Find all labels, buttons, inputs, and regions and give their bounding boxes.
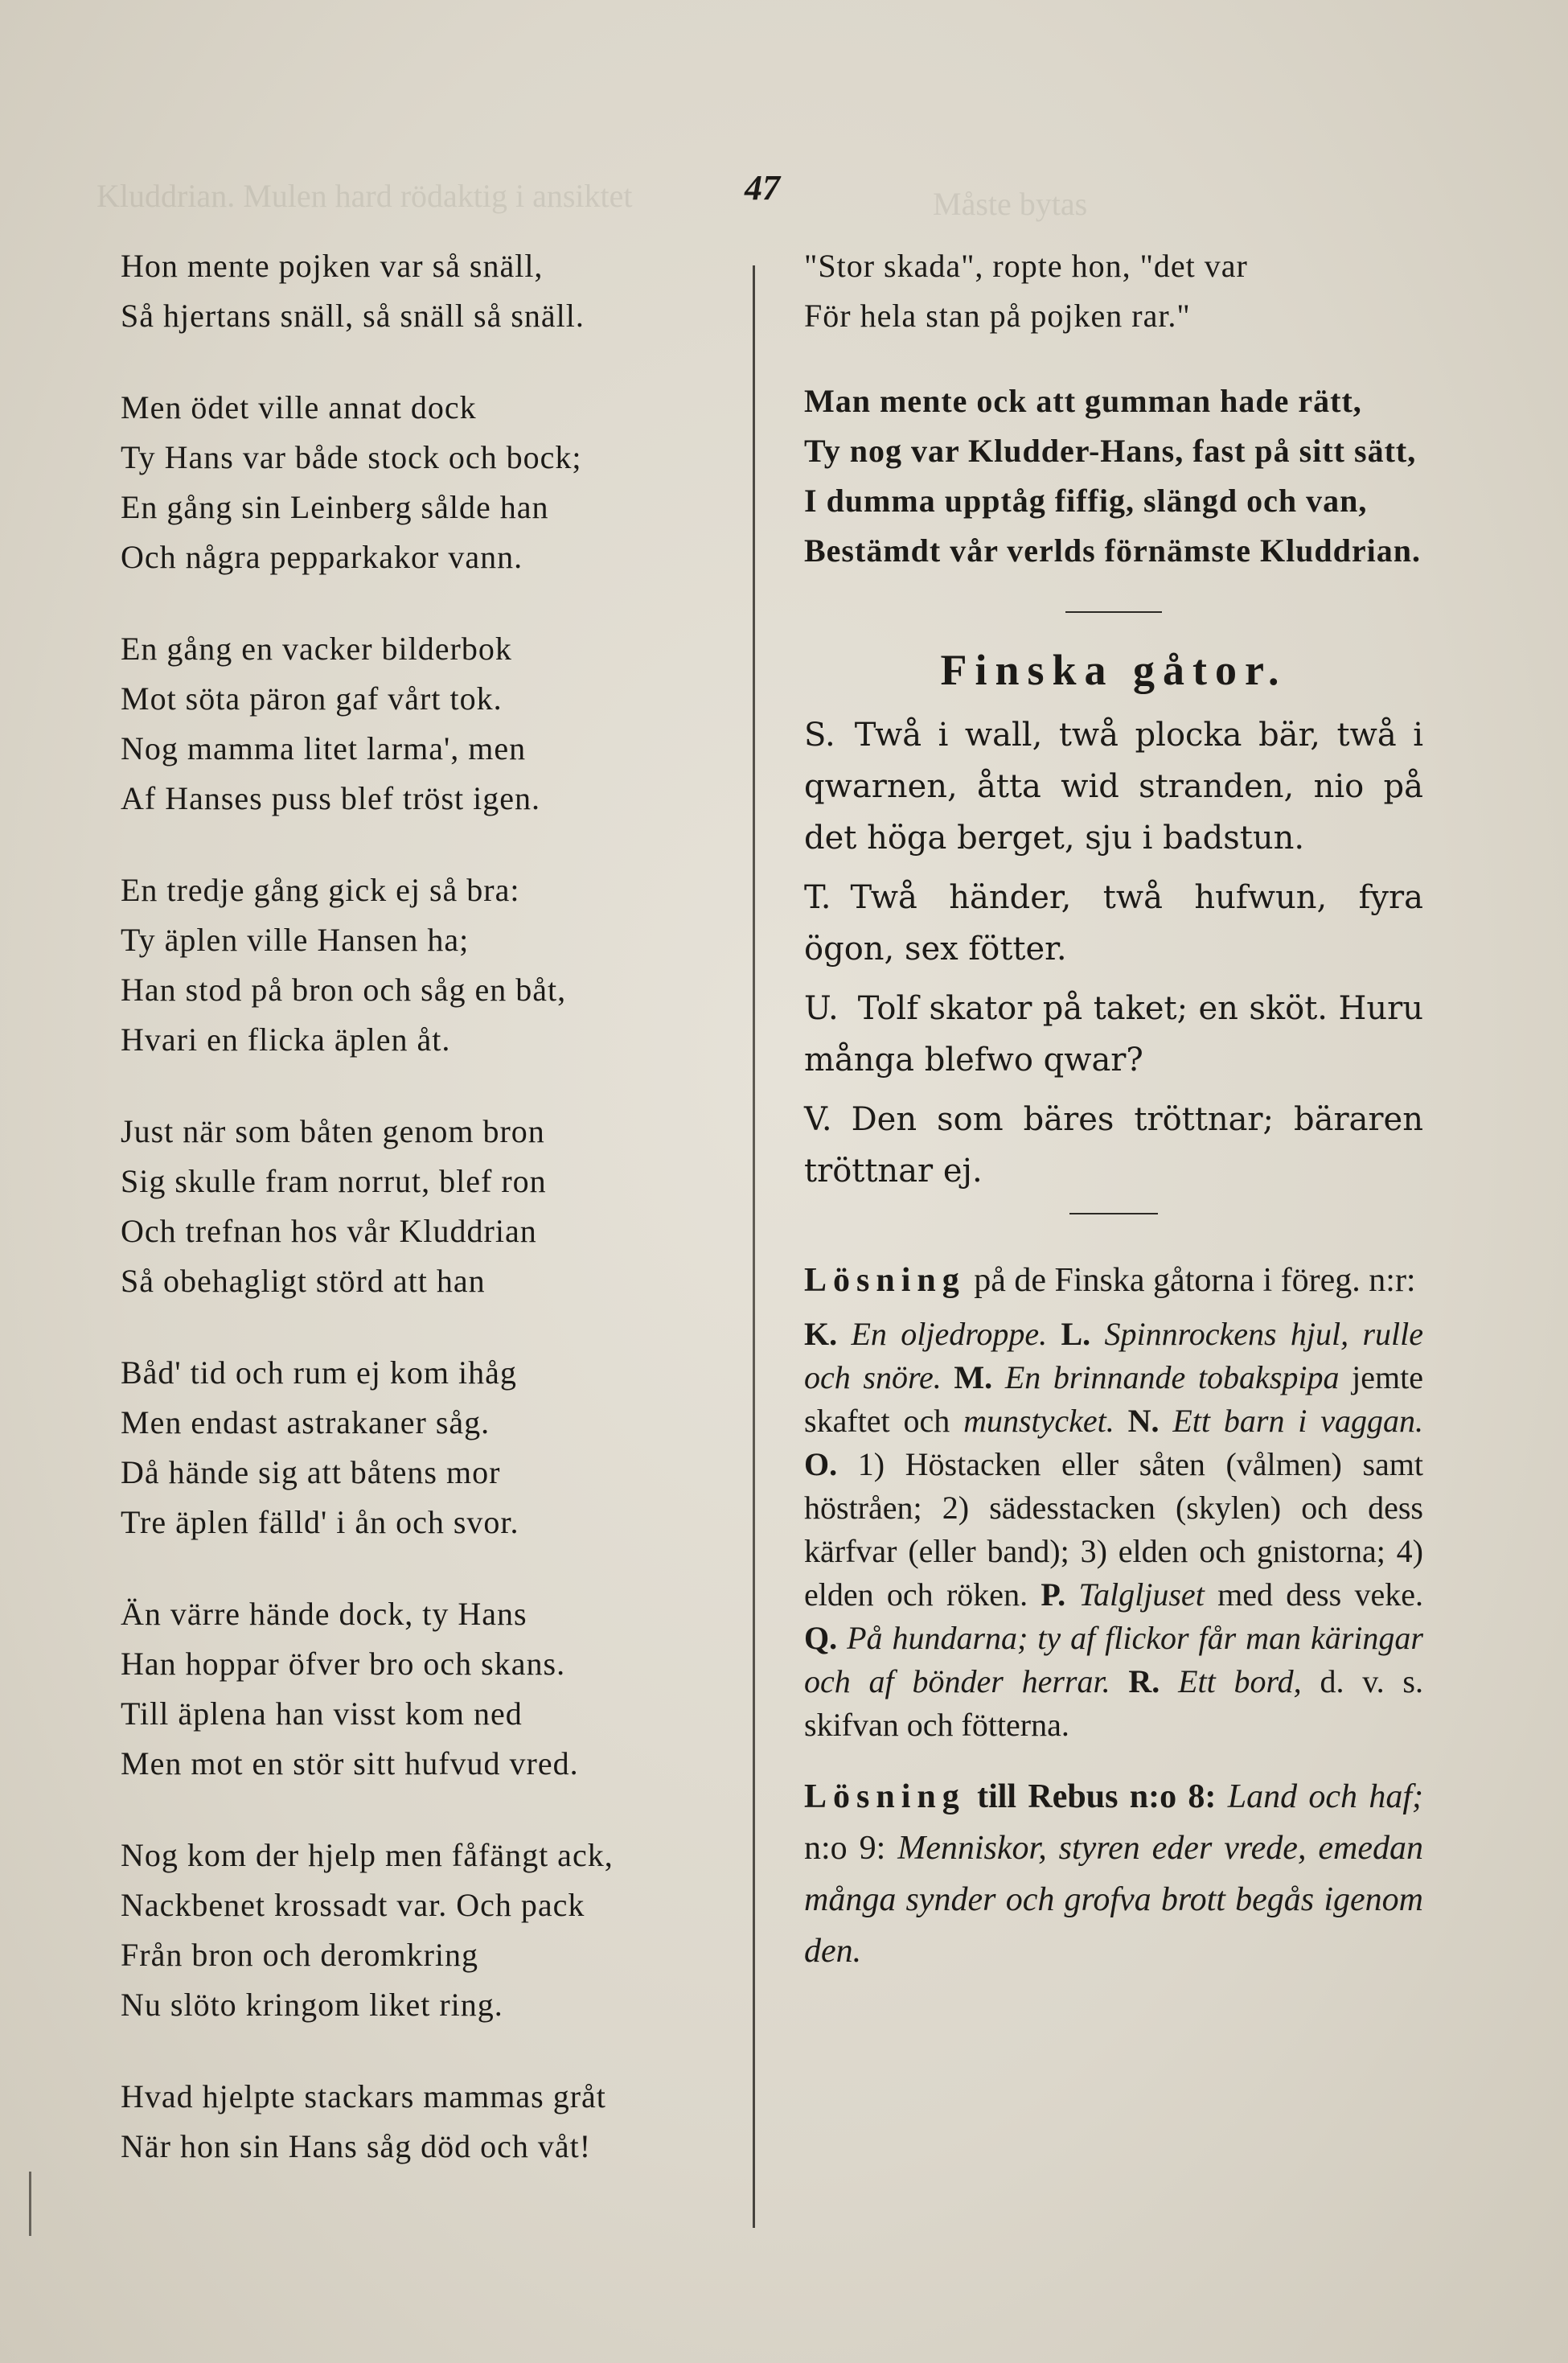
section-rule-2 (1069, 1213, 1158, 1214)
answer-text: Ett bord, (1178, 1663, 1320, 1699)
poem-stanza (121, 241, 716, 341)
answer-text: Ett barn i vaggan. (1172, 1403, 1424, 1439)
riddle-item (804, 872, 1423, 975)
riddle-letter: T. (804, 879, 831, 916)
answer-extra: jemte skaftet och (804, 1359, 1423, 1439)
poem-line: En gång en vacker bilderbok (121, 631, 512, 667)
poem-line: Nog mamma litet larma', men (121, 730, 527, 766)
poem-line: Nu slöto kringom liket ring. (121, 1987, 503, 2023)
poem-line: Hvad hjelpte stackars mammas gråt (121, 2078, 606, 2114)
poem-line: För hela stan på pojken rar." (804, 298, 1191, 334)
solution-rebus: Lösning till Rebus n:o 8: Land och haf; n:o 9: Menniskor, styren eder vrede, emedan många synder och grofva brott begås igenom den. (804, 1778, 1424, 1970)
poem-line: Men mot en stör sitt hufvud vred. (121, 1745, 579, 1781)
poem-line: Hon mente pojken var så snäll, (121, 248, 544, 284)
answer-item (804, 1316, 1061, 1352)
poem-stanza (121, 624, 716, 824)
poem-line: Ty äplen ville Hansen ha; (121, 922, 470, 958)
poem-line: Men ödet ville annat dock (121, 389, 477, 425)
poem-line: Hvari en flicka äplen åt. (121, 1021, 451, 1058)
poem-line: Nog kom der hjelp men fåfängt ack, (121, 1837, 614, 1873)
poem-line: När hon sin Hans såg död och våt! (121, 2128, 592, 2164)
answer-text: En oljedroppe. (851, 1316, 1061, 1352)
left-column-poem (121, 241, 716, 2213)
riddle-text: Twå händer, twå hufwun, fyra ögon, sex fötter. (804, 879, 1423, 968)
poem-line: Och några pepparkakor vann. (121, 539, 523, 575)
poem-line: Då hände sig att båtens mor (121, 1454, 501, 1490)
answer-text: Talgljuset (1078, 1576, 1218, 1613)
poem-stanza (121, 383, 716, 582)
bleed-through-text-2: Måste bytas (933, 186, 1088, 222)
poem-stanza (121, 1589, 716, 1789)
answer-text: På hundarna; ty af flickor får man käringar och af bönder herrar. (804, 1620, 1423, 1699)
page-edge-mark (29, 2172, 31, 2236)
section-rule (1065, 611, 1162, 613)
solution-riddles-answers (804, 1313, 1423, 1747)
poem-line: Sig skulle fram norrut, blef ron (121, 1163, 547, 1199)
poem-line: Båd' tid och rum ej kom ihåg (121, 1354, 517, 1391)
answer-key: K. (804, 1316, 852, 1352)
answer-extra: med dess veke. (1217, 1576, 1423, 1613)
poem-line: Så obehagligt störd att han (121, 1263, 486, 1299)
poem-line: Ty Hans var både stock och bock; (121, 439, 582, 475)
column-divider (753, 265, 755, 2228)
poem-line: Nackbenet krossadt var. Och pack (121, 1887, 585, 1923)
answer-key: O. (804, 1446, 858, 1482)
answer-item (1041, 1576, 1423, 1613)
poem-line: Tre äplen fälld' i ån och svor. (121, 1504, 519, 1540)
poem-stanza (121, 1831, 716, 2030)
answer-key: R. (1128, 1663, 1179, 1699)
poem-line: Ty nog var Kludder-Hans, fast på sitt sätt, (804, 433, 1417, 469)
riddle-text: Twå i wall, twå plocka bär, twå i qwarnen, åtta wid stranden, nio på det höga berget, sju i badstun. (804, 717, 1423, 857)
riddle-letter: U. (804, 990, 839, 1027)
poem-line: Så hjertans snäll, så snäll så snäll. (121, 298, 585, 334)
poem-line: Än värre hände dock, ty Hans (121, 1596, 527, 1632)
answer-key: Q. (804, 1620, 848, 1656)
solution-riddles-title: Lösning på de Finska gåtorna i föreg. n:r: (804, 1262, 1416, 1299)
riddle-item (804, 1094, 1423, 1197)
answer-item (963, 1403, 1128, 1439)
poem-line: Till äplena han visst kom ned (121, 1695, 523, 1732)
answer-text: munstycket. (963, 1403, 1128, 1439)
poem-line: Af Hanses puss blef tröst igen. (121, 780, 541, 816)
riddle-item (804, 709, 1423, 864)
answer-item (1128, 1403, 1423, 1439)
answer-key: L. (1061, 1316, 1105, 1352)
riddles-heading: Finska gåtor. (940, 646, 1287, 694)
riddle-text: Den som bäres tröttnar; bäraren tröttnar ej. (804, 1101, 1423, 1190)
poem-line: I dumma upptåg fiffig, slängd och van, (804, 483, 1368, 519)
poem-stanza (804, 376, 1423, 576)
answer-key: M. (954, 1359, 1005, 1395)
poem-stanza (804, 241, 1423, 341)
bleed-through-text: Kluddrian. Mulen hard rödaktig i ansiktet (96, 178, 633, 214)
answer-extra: d. v. s. skifvan och fötterna. (804, 1663, 1423, 1743)
riddle-item (804, 983, 1423, 1086)
poem-line: Bestämdt vår verlds förnämste Kluddrian. (804, 532, 1422, 569)
poem-line: "Stor skada", ropte hon, "det var (804, 248, 1248, 284)
poem-line: Och trefnan hos vår Kluddrian (121, 1213, 537, 1249)
poem-line: En gång sin Leinberg sålde han (121, 489, 549, 525)
answer-text: Spinnrockens hjul, rulle och snöre. (804, 1316, 1424, 1395)
poem-line: Han hoppar öfver bro och skans. (121, 1646, 566, 1682)
answer-key: N. (1127, 1403, 1173, 1439)
answer-key: P. (1041, 1576, 1079, 1613)
riddles-list (804, 709, 1423, 1197)
poem-line: En tredje gång gick ej så bra: (121, 872, 520, 908)
answer-text: En brinnande tobakspipa (1004, 1359, 1353, 1395)
poem-line: Just när som båten genom bron (121, 1113, 545, 1149)
poem-stanza (121, 1107, 716, 1306)
poem-stanza (121, 865, 716, 1065)
answer-text: 1) Höstacken eller såten (vålmen) samt höstråen; 2) sädesstacken (skylen) och dess kärfvar (eller band); 3) elden och gnistorna; 4) elden och röken. (804, 1446, 1423, 1613)
poem-line: Han stod på bron och såg en båt, (121, 972, 567, 1008)
riddle-letter: S. (804, 717, 835, 754)
poem-stanza (121, 1348, 716, 1547)
page-number: 47 (745, 168, 780, 208)
poem-stanza (121, 2072, 716, 2172)
poem-line: Mot söta päron gaf vårt tok. (121, 680, 503, 717)
poem-line: Man mente ock att gumman hade rätt, (804, 383, 1362, 419)
riddle-letter: V. (804, 1101, 832, 1138)
poem-line: Men endast astrakaner såg. (121, 1404, 491, 1440)
poem-line: Från bron och deromkring (121, 1937, 479, 1973)
riddle-text: Tolf skator på taket; en sköt. Huru många blefwo qwar? (804, 990, 1423, 1079)
poem-continuation (804, 241, 1423, 576)
right-column (804, 241, 1423, 1983)
